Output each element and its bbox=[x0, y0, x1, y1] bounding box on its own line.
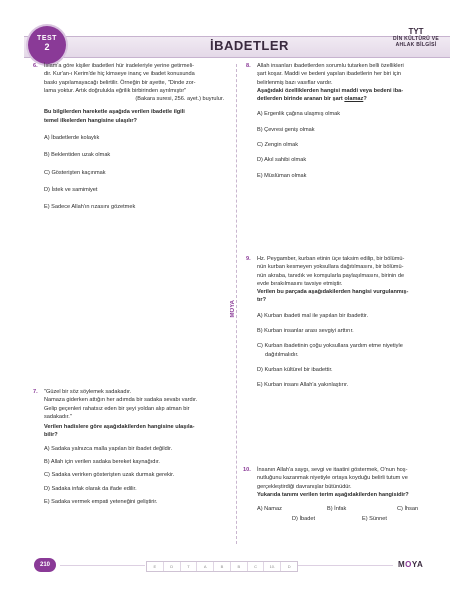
question-text: sadakadır." bbox=[44, 413, 72, 420]
question-stem: Aşağıdaki özelliklerden hangisi maddi veya bedeni iba- bbox=[257, 87, 404, 94]
option-a[interactable]: A) Ergenlik çağına ulaşmış olmak bbox=[257, 111, 341, 118]
option-e[interactable]: E) Müslüman olmak bbox=[257, 172, 307, 179]
question-stem: Verilen hadislere göre aşağıdakilerden hangisine ulaşıla- bbox=[44, 424, 195, 431]
question-stem bbox=[257, 95, 447, 103]
footer-line bbox=[60, 565, 145, 566]
question-text: belirlenmiş bazı vasıflar vardır. bbox=[257, 79, 333, 86]
question-text: nutluğunu kazanmak niyetiyle ortaya koyduğu belirli tutum ve bbox=[257, 475, 408, 482]
answer-cell: T bbox=[181, 562, 198, 571]
option-e[interactable]: E) Kurban insanı Allah'a yakınlaştırır. bbox=[257, 382, 349, 389]
question-text: İslam'a göre kişiler ibadetleri hür iradeleriyle yerine getirmeli- bbox=[44, 63, 194, 69]
question-7 bbox=[33, 388, 224, 506]
question-text: İnsanın Allah'a saygı, sevgi ve itaatini göstermek, O'nun hoş- bbox=[257, 467, 408, 473]
page-title: İBADETLER bbox=[210, 38, 289, 53]
brand-part: M bbox=[398, 560, 406, 569]
question-text: evde bırakılmasını tavsiye etmiştir. bbox=[257, 280, 343, 287]
verse-source: (Bakara suresi, 256. ayet.) buyrulur. bbox=[135, 96, 224, 103]
subject-line-1: DİN KÜLTÜRÜ VE bbox=[392, 36, 440, 42]
question-text: Allah insanları ibadetlerden sorumlu tutarken belli özellikleri bbox=[257, 63, 404, 69]
test-badge bbox=[28, 26, 66, 64]
brand-accent: O bbox=[405, 560, 412, 569]
question-text: "Güzel bir söz söylemek sadakadır. bbox=[44, 389, 132, 395]
question-9 bbox=[246, 255, 447, 390]
options-row-2 bbox=[257, 515, 447, 525]
brand-part: YA bbox=[411, 560, 424, 569]
option-d[interactable]: D) İstek ve samimiyet bbox=[44, 186, 98, 193]
option-d[interactable]: D) Sadaka infak olarak da ifade edilir. bbox=[44, 485, 137, 492]
stem-emphasis: olamaz bbox=[344, 96, 364, 103]
option-e[interactable]: E) Sünnet bbox=[362, 516, 387, 523]
answer-cell: E bbox=[147, 562, 164, 571]
question-stem: bilir? bbox=[44, 432, 58, 439]
option-d[interactable]: D) Kurban kültürel bir ibadettir. bbox=[257, 366, 333, 373]
question-text: Namaza giderken attığın her adımda bir sadaka sevabı vardır. bbox=[44, 397, 198, 404]
answer-cell: B bbox=[231, 562, 248, 571]
option-d[interactable]: D) Akıl sahibi olmak bbox=[257, 157, 307, 164]
answer-cell: D bbox=[287, 564, 291, 569]
question-text: şart koşar. Maddi ve bedeni yapılan ibadetlerin her biri için bbox=[257, 71, 401, 78]
footer-line bbox=[298, 565, 393, 566]
answer-cell: B bbox=[214, 562, 231, 571]
option-c[interactable]: C) Zengin olmak bbox=[257, 142, 299, 149]
question-8 bbox=[246, 62, 447, 180]
option-b[interactable]: B) Çevresi geniş olmak bbox=[257, 126, 315, 133]
question-10 bbox=[243, 466, 447, 525]
question-stem: temel ilkelerden hangisine ulaşılır? bbox=[44, 117, 137, 124]
option-e[interactable]: E) Sadece Allah'ın rızasını gözetmek bbox=[44, 204, 136, 211]
exam-label: TYT bbox=[408, 27, 424, 36]
question-text: gerçekleştirdiği davranışlar bütünüdür. bbox=[257, 483, 352, 490]
question-number: 9. bbox=[246, 256, 251, 262]
question-text: Hz. Peygamber, kurban etinin üçe taksim edilip, bir bölümü- bbox=[257, 256, 405, 262]
question-text: nün akraba, tanıdık ve komşularla paylaşılmasını, birinin de bbox=[257, 272, 405, 279]
answer-cell: C bbox=[248, 562, 265, 571]
question-text: baskı yapılamayacağı belirtilir. Örneğin bir ayette, "Dinde zor- bbox=[44, 79, 196, 86]
option-b[interactable]: B) Kurban insanlar arası sevgiyi arttırır. bbox=[257, 328, 354, 335]
answer-cell: 10. bbox=[264, 562, 281, 571]
question-number: 10. bbox=[243, 467, 251, 473]
option-d[interactable]: D) İbadet bbox=[292, 516, 316, 523]
answer-cell: D bbox=[164, 562, 181, 571]
answer-key-strip bbox=[146, 561, 298, 572]
options-row-1 bbox=[257, 505, 447, 515]
brand-logo bbox=[398, 560, 423, 569]
question-stem: Bu bilgilerden hareketle aşağıda verilen ibadetle ilgili bbox=[44, 109, 185, 116]
question-stem: Yukarıda tanımı verilen terim aşağıdakilerden hangisidir? bbox=[257, 491, 409, 498]
test-number: 2 bbox=[44, 42, 50, 52]
option-a[interactable]: A) Namaz bbox=[257, 506, 282, 513]
question-stem: Verilen bu parçada aşağıdakilerden hangisi vurgulanmış- bbox=[257, 289, 409, 296]
option-e[interactable]: E) Sadaka vermek empati yeteneğini geliştirir. bbox=[44, 498, 158, 505]
question-6 bbox=[33, 62, 224, 212]
question-stem: tır? bbox=[257, 297, 267, 304]
question-text: lama yoktur. Artık doğrulukla eğrilik birbirinden ayrılmıştır" bbox=[44, 87, 187, 94]
question-text: nün kurban kesmeyen yoksullara dağıtılmasını, bir bölümü- bbox=[257, 264, 404, 271]
option-a[interactable]: A) İbadetlerde kolaylık bbox=[44, 135, 100, 142]
question-number: 7. bbox=[33, 389, 38, 395]
option-b[interactable]: B) Beklentiden uzak olmak bbox=[44, 152, 111, 159]
answer-cell: A bbox=[197, 562, 214, 571]
option-b[interactable]: B) Allah için verilen sadaka bereket kaynağıdır. bbox=[44, 459, 160, 466]
option-c[interactable]: C) İhsan bbox=[397, 506, 419, 513]
stem-part: detlerden birinde aranan bir şart bbox=[257, 96, 345, 103]
stem-part: ? bbox=[363, 96, 367, 103]
question-text: dir. Kur'an-ı Kerim'de hiç kimseye inanç ve ibadet konusunda bbox=[44, 71, 195, 78]
option-c[interactable]: C) Gösterişten kaçınmak bbox=[44, 169, 106, 176]
option-a[interactable]: A) Sadaka yalnızca malla yapılan bir ibadet değildir. bbox=[44, 445, 173, 452]
subject-line-2: AHLAK BİLGİSİ bbox=[395, 42, 437, 48]
subject-block bbox=[382, 27, 450, 48]
option-b[interactable]: B) İnfak bbox=[327, 506, 347, 513]
option-a[interactable]: A) Kurban ibadeti mal ile yapılan bir ibadettir. bbox=[257, 312, 369, 319]
question-number: 6. bbox=[33, 63, 38, 69]
option-c[interactable]: C) Sadaka verirken gösterişten uzak durmak gerekir. bbox=[44, 472, 175, 479]
question-text: Gelip geçenleri rahatsız eden bir şeyi yoldan alıp atman bir bbox=[44, 405, 190, 412]
option-c[interactable]: C) Kurban ibadetinin çoğu yoksullara yardım etme niyetiyle bbox=[257, 343, 403, 350]
page-number: 210 bbox=[34, 558, 56, 572]
test-label: TEST bbox=[37, 35, 57, 42]
question-number: 8. bbox=[246, 63, 251, 69]
side-logo: MOYA bbox=[230, 300, 236, 318]
option-c-continued[interactable]: dağıtılmalıdır. bbox=[265, 351, 299, 358]
